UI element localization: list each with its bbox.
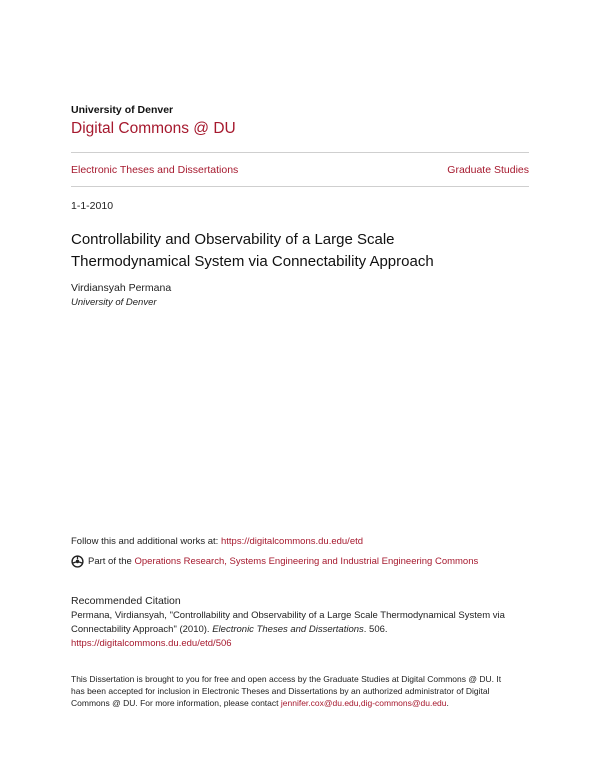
- author-affiliation: University of Denver: [71, 297, 157, 308]
- notice-line-2: has been accepted for inclusion in Electronic Theses and Dissertations by an authorized administrator of Digital: [71, 686, 490, 696]
- notice-suffix: .: [446, 698, 449, 708]
- institution-name: University of Denver: [71, 104, 174, 116]
- access-notice: [71, 673, 529, 709]
- document-title: [71, 229, 531, 273]
- department-link[interactable]: Graduate Studies: [447, 164, 529, 176]
- citation-line-1: Permana, Virdiansyah, "Controllability and Observability of a Large Scale Thermodynamical System via: [71, 610, 505, 621]
- citation-suffix: . 506.: [363, 624, 388, 635]
- network-commons-icon: [71, 555, 84, 568]
- repository-link[interactable]: Digital Commons @ DU: [71, 120, 236, 137]
- follow-text: Follow this and additional works at:: [71, 536, 221, 547]
- bottom-divider: [71, 186, 529, 187]
- title-line-2: Thermodynamical System via Connectability Approach: [71, 253, 434, 270]
- citation-line-2: [71, 623, 529, 637]
- follow-line: [71, 536, 363, 547]
- series-link[interactable]: Electronic Theses and Dissertations: [71, 164, 239, 176]
- notice-line-3: [71, 697, 529, 709]
- commons-link[interactable]: Operations Research, Systems Engineering and Industrial Engineering Commons: [134, 556, 479, 567]
- part-of-text: Part of the: [88, 556, 132, 567]
- notice-line-1: This Dissertation is brought to you for free and open access by the Graduate Studies at Digital Commons @ DU. It: [71, 674, 502, 684]
- author-name: Virdiansyah Permana: [71, 282, 172, 294]
- publication-date: 1-1-2010: [71, 200, 114, 212]
- part-of-line: [71, 555, 478, 568]
- citation-prefix: Connectability Approach" (2010).: [71, 624, 213, 635]
- follow-url-link[interactable]: https://digitalcommons.du.edu/etd: [220, 536, 364, 547]
- top-divider: [71, 152, 529, 153]
- citation-block: [71, 609, 529, 651]
- citation-url-link[interactable]: https://digitalcommons.du.edu/etd/506: [71, 638, 232, 649]
- notice-prefix: Commons @ DU. For more information, please contact: [71, 698, 281, 708]
- contact-email-link[interactable]: jennifer.cox@du.edu,dig-commons@du.edu: [280, 698, 447, 708]
- citation-journal: Electronic Theses and Dissertations: [212, 624, 364, 635]
- title-line-1: Controllability and Observability of a Large Scale: [71, 231, 395, 248]
- recommended-citation-heading: Recommended Citation: [71, 595, 181, 607]
